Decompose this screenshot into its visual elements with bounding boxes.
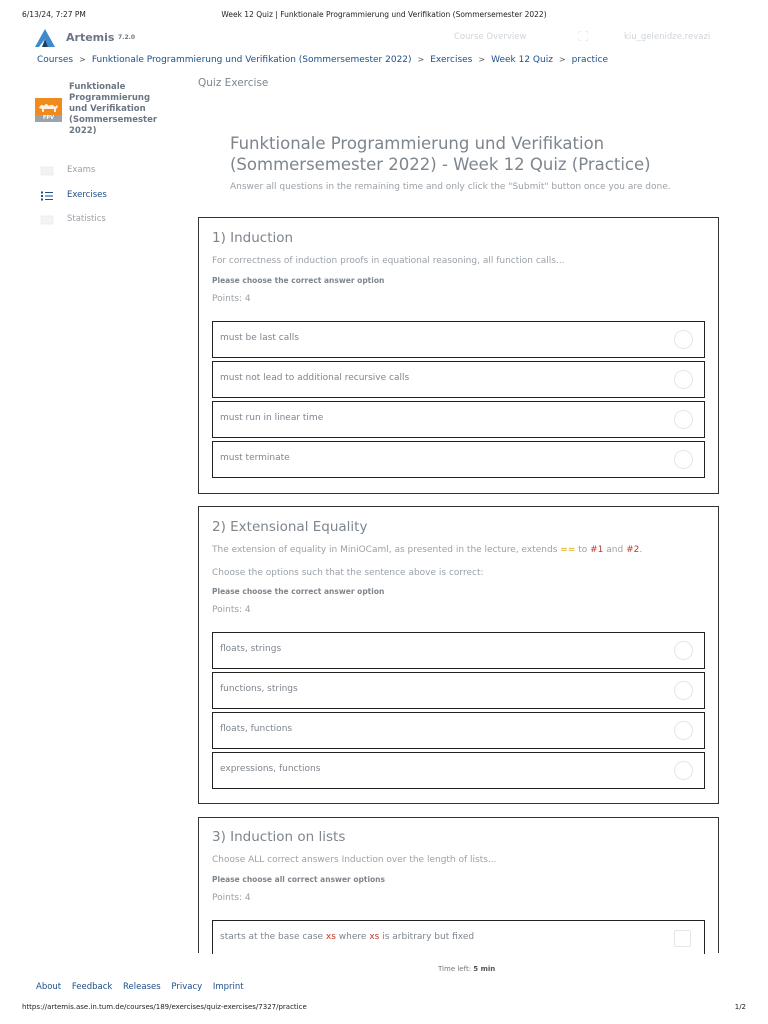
timer-value: 5 min	[473, 965, 496, 973]
answer-option[interactable]	[212, 752, 705, 789]
print-datetime: 6/13/24, 7:27 PM	[22, 10, 86, 19]
print-title: Week 12 Quiz | Funktionale Programmierung und Verifikation (Sommersemester 2022)	[221, 10, 547, 19]
camel-icon	[38, 100, 59, 113]
answer-option-label	[220, 932, 474, 942]
breadcrumb-courses[interactable]: Courses	[37, 55, 74, 65]
radio-button[interactable]	[674, 681, 693, 700]
code-snippet: #2	[626, 545, 640, 555]
quiz-exercise-heading: Quiz Exercise	[198, 77, 269, 89]
footer	[36, 982, 252, 992]
course-overview-link[interactable]: Course Overview	[454, 32, 527, 42]
question-points: Points: 4	[212, 294, 251, 304]
question-text: For correctness of induction proofs in equational reasoning, all function calls...	[212, 256, 565, 266]
timer-label: Time left:	[438, 965, 472, 973]
answer-text-part: is arbitrary but fixed	[379, 932, 475, 942]
answer-option-label: expressions, functions	[220, 764, 321, 774]
radio-button[interactable]	[674, 410, 693, 429]
question-instruction: Choose the options such that the sentence above is correct:	[212, 568, 484, 578]
checkbox[interactable]	[674, 930, 691, 947]
sidebar-item-label: Exams	[67, 165, 96, 175]
answer-option-label: must terminate	[220, 453, 290, 463]
list-icon	[40, 191, 54, 201]
breadcrumb-separator-icon: >	[417, 55, 425, 64]
question-text	[212, 545, 642, 555]
question-title: 2) Extensional Equality	[212, 519, 368, 535]
answer-option[interactable]	[212, 672, 705, 709]
answer-option-label: floats, strings	[220, 644, 282, 654]
breadcrumb-separator-icon: >	[79, 55, 86, 64]
course-name: Funktionale Programmierung und Verifikation (Sommersemester 2022)	[69, 82, 158, 136]
breadcrumb-course[interactable]: Funktionale Programmierung und Verifikation (Sommersemester 2022)	[91, 55, 412, 65]
answer-option-label: functions, strings	[220, 684, 298, 694]
print-url: https://artemis.ase.in.tum.de/courses/189/exercises/quiz-exercises/7327/practice	[22, 1003, 307, 1011]
question-card-2	[198, 506, 719, 804]
chart-icon	[40, 215, 54, 225]
radio-button[interactable]	[674, 761, 693, 780]
answer-option[interactable]	[212, 361, 705, 398]
answer-option[interactable]	[212, 401, 705, 438]
question-title: 1) Induction	[212, 230, 294, 246]
footer-link-imprint[interactable]: Imprint	[212, 982, 244, 992]
footer-link-feedback[interactable]: Feedback	[71, 982, 113, 992]
code-snippet: #1	[590, 545, 604, 555]
radio-button[interactable]	[674, 330, 693, 349]
question-card-3	[198, 817, 719, 953]
question-points: Points: 4	[212, 893, 251, 903]
question-text-part: and	[603, 545, 627, 555]
radio-button[interactable]	[674, 641, 693, 660]
answer-option[interactable]	[212, 712, 705, 749]
course-logo-text: FPV	[35, 115, 62, 122]
breadcrumb-separator-icon: >	[558, 55, 566, 64]
answer-option[interactable]	[212, 632, 705, 669]
answer-option[interactable]	[212, 920, 705, 954]
question-hint: Please choose the correct answer option	[212, 276, 385, 285]
answer-text-part: where	[335, 932, 370, 942]
footer-link-releases[interactable]: Releases	[123, 982, 161, 992]
fullscreen-icon[interactable]	[578, 31, 588, 41]
breadcrumb-exercises[interactable]: Exercises	[430, 55, 473, 65]
timer	[438, 965, 495, 973]
answer-option-label: must run in linear time	[220, 413, 324, 423]
answer-option[interactable]	[212, 321, 705, 358]
code-snippet: ==	[560, 545, 576, 555]
sidebar-item-label: Statistics	[67, 214, 106, 224]
page-title: Funktionale Programmierung und Verifikation (Sommersemester 2022) - Week 12 Quiz (Practice)	[230, 134, 651, 174]
print-page-number: 1/2	[734, 1003, 746, 1011]
question-hint: Please choose the correct answer option	[212, 587, 385, 596]
footer-link-privacy[interactable]: Privacy	[171, 982, 203, 992]
answer-text-part: starts at the base case	[220, 932, 326, 942]
question-points: Points: 4	[212, 605, 251, 615]
answer-option-label: must not lead to additional recursive calls	[220, 373, 410, 383]
artemis-logo-icon[interactable]	[34, 28, 56, 48]
course-logo	[35, 98, 62, 122]
code-snippet: xs	[369, 932, 380, 942]
answer-option-label: must be last calls	[220, 333, 299, 343]
breadcrumb-quiz[interactable]: Week 12 Quiz	[491, 55, 553, 65]
question-text-part: .	[639, 545, 643, 555]
footer-link-about[interactable]: About	[36, 982, 62, 992]
question-text-part: The extension of equality in MiniOCaml, as presented in the lecture, extends	[212, 545, 561, 555]
brand-name[interactable]: Artemis	[66, 31, 115, 44]
sidebar-item-label: Exercises	[67, 190, 107, 200]
radio-button[interactable]	[674, 721, 693, 740]
page-description: Answer all questions in the remaining time and only click the "Submit" button once you are done.	[230, 182, 671, 192]
breadcrumb-separator-icon: >	[478, 55, 486, 64]
question-text: Choose ALL correct answers Induction over the length of lists...	[212, 855, 497, 865]
radio-button[interactable]	[674, 370, 693, 389]
question-text-part: to	[575, 545, 591, 555]
version-label: 7.2.0	[118, 34, 136, 41]
question-hint: Please choose all correct answer options	[212, 875, 385, 884]
answer-option[interactable]	[212, 441, 705, 478]
exam-icon	[40, 166, 54, 176]
radio-button[interactable]	[674, 450, 693, 469]
breadcrumb	[37, 55, 608, 65]
user-menu[interactable]: kiu_gelenidze.revazi	[624, 32, 711, 42]
question-title: 3) Induction on lists	[212, 829, 346, 845]
code-snippet: xs	[325, 932, 336, 942]
navbar	[0, 26, 768, 52]
answer-option-label: floats, functions	[220, 724, 293, 734]
breadcrumb-practice[interactable]: practice	[571, 55, 609, 65]
question-card-1	[198, 217, 719, 494]
